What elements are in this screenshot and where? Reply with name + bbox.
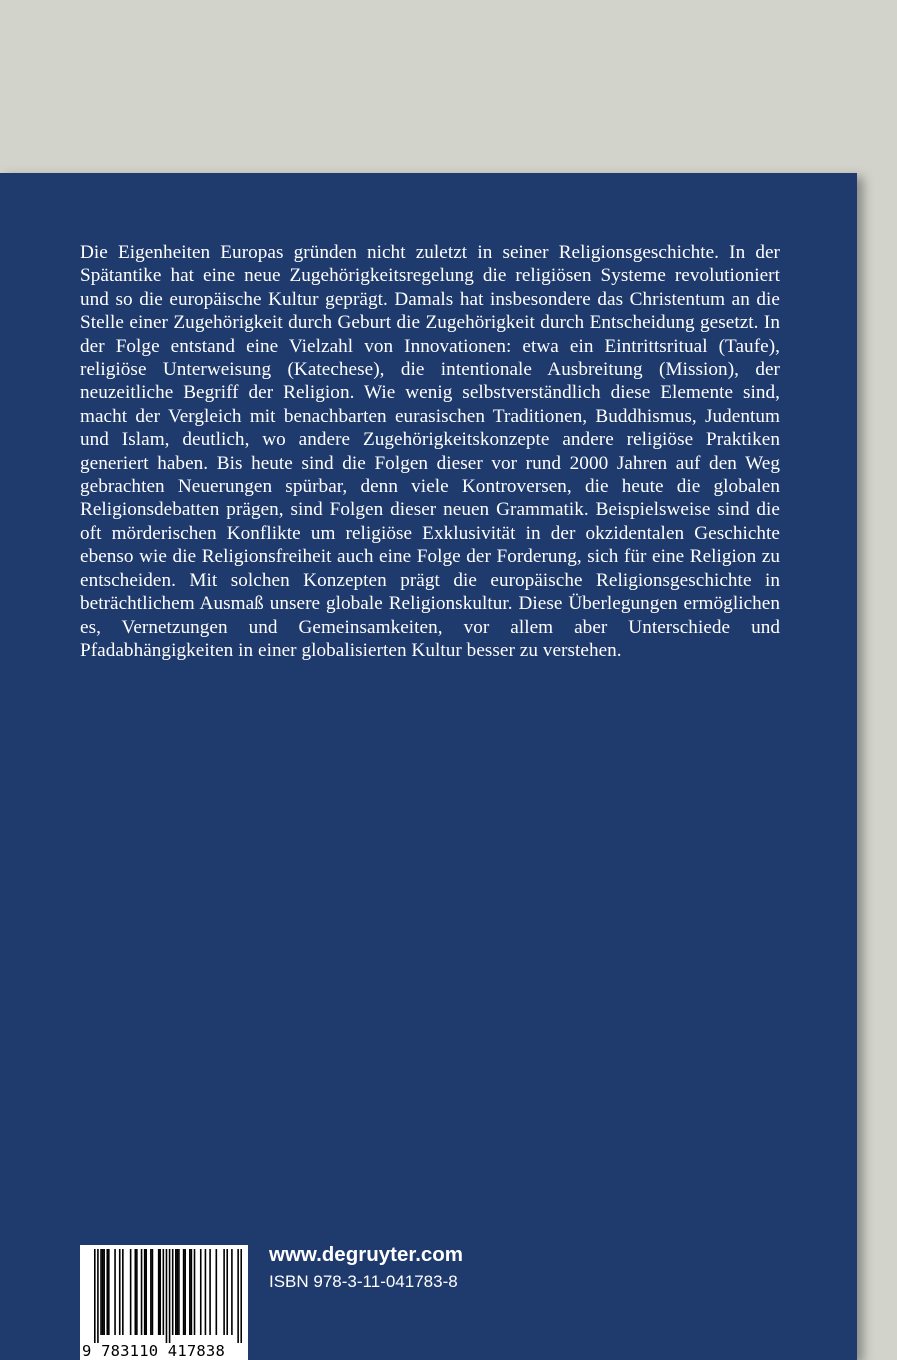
barcode-bar: [189, 1249, 191, 1335]
barcode-bar: [191, 1249, 193, 1335]
barcode-bar: [94, 1249, 96, 1343]
barcode-bar: [145, 1249, 147, 1335]
barcode-bar: [114, 1249, 116, 1335]
barcode-bar: [166, 1249, 168, 1343]
barcode-bar: [231, 1249, 233, 1335]
barcode-bar: [159, 1249, 161, 1335]
barcode-bar: [169, 1249, 171, 1343]
barcode-bar: [119, 1249, 121, 1335]
barcode-bar: [152, 1249, 154, 1335]
barcode-bar: [106, 1249, 108, 1335]
barcode-bar: [103, 1249, 105, 1335]
barcode-bar: [178, 1249, 180, 1335]
barcode-bar: [200, 1249, 202, 1335]
barcode-bar: [136, 1249, 138, 1335]
barcode-bar: [150, 1249, 152, 1335]
barcode-bar: [130, 1249, 132, 1335]
isbn-label: ISBN 978-3-11-041783-8: [269, 1272, 458, 1291]
barcode-bar: [184, 1249, 186, 1335]
barcode-bar: [108, 1249, 110, 1335]
barcode-bar: [141, 1249, 143, 1335]
barcode-bar: [194, 1249, 196, 1335]
barcode-bar: [158, 1249, 160, 1335]
barcode-bar: [205, 1249, 207, 1335]
barcode-bar: [209, 1249, 211, 1335]
barcode-bar: [237, 1249, 239, 1343]
barcode-bar: [97, 1249, 99, 1343]
barcode-bar: [216, 1249, 218, 1335]
barcode-bar: [183, 1249, 185, 1335]
barcode-bar: [122, 1249, 124, 1335]
barcode-bar: [102, 1249, 104, 1335]
barcode-bar: [223, 1249, 225, 1335]
barcode-bar: [175, 1249, 177, 1335]
barcode-bar: [144, 1249, 146, 1335]
barcode-bar: [100, 1249, 102, 1335]
barcode-bar: [177, 1249, 179, 1335]
isbn-barcode: [80, 1245, 248, 1360]
barcode-bar: [240, 1249, 242, 1343]
barcode-digits: 9 783110 417838: [82, 1342, 225, 1360]
barcode-bar: [226, 1249, 228, 1335]
barcode-bar: [172, 1249, 174, 1335]
blurb-text: Die Eigenheiten Europas gründen nicht zuletzt in seiner Religionsgeschichte. In der Spätantike hat eine neue Zugehörigkeitsregelung die religiösen Systeme revolutioniert und so die europäische Kultur geprägt. Damals hat insbesondere das Christentum an die Stelle einer Zugehörigkeit durch Geburt die Zugehörigkeit durch Entscheidung gesetzt. In der Folge entstand eine Vielzahl von Innovationen: etwa ein Eintrittsritual (Taufe), religiöse Unterweisung (Katechese), die intentionale Ausbreitung (Mission), der neuzeitliche Begriff der Religion. Wie wenig selbstverständlich diese Elemente sind, macht der Vergleich mit benachbarten eurasischen Traditionen, Buddhismus, Judentum und Islam, deutlich, wo andere Zugehörigkeitskonzepte andere religiöse Praktiken generiert haben. Bis heute sind die Folgen dieser vor rund 2000 Jahren auf den Weg gebrachten Neuerungen spürbar, denn viele Kontroversen, die heute die globalen Religionsdebatten prägen, sind Folgen dieser neuen Grammatik. Beispielsweise sind die oft mörderischen Konflikte um religiöse Exklusivität in der okzidentalen Geschichte ebenso wie die Religionsfreiheit auch eine Folge der Forderung, sich für eine Religion zu entscheiden. Mit solchen Konzepten prägt die europäische Religionsgeschichte in beträchtlichem Ausmaß unsere globale Religionskultur. Diese Überlegungen ermöglichen es, Vernetzungen und Gemeinsamkeiten, vor allem aber Unterschiede und Pfadabhängigkeiten in einer globalisierten Kultur besser zu verstehen.: [80, 242, 780, 661]
publisher-url: www.degruyter.com: [269, 1243, 464, 1266]
book-back-cover: [0, 173, 857, 1360]
barcode-bars: [94, 1249, 242, 1343]
barcode-bar: [163, 1249, 165, 1335]
barcode-bar: [135, 1249, 137, 1335]
